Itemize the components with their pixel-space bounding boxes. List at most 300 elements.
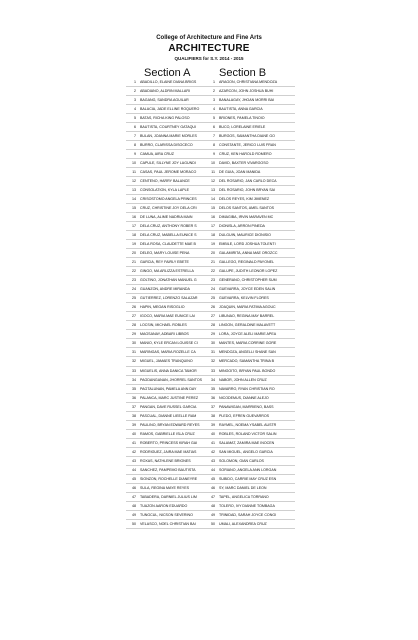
student-name: DIONISLA, ARRON PINEDA bbox=[219, 224, 265, 229]
row-number: 28 bbox=[132, 323, 136, 328]
row-number: 14 bbox=[211, 197, 215, 202]
list-item bbox=[126, 430, 216, 439]
row-number: 40 bbox=[132, 431, 136, 436]
student-name: ROXAS, NATHLENE BRIONES bbox=[140, 458, 191, 463]
student-name: GARCIA, REY FAIRLY EBETE bbox=[140, 260, 189, 265]
list-item bbox=[205, 339, 295, 348]
row-number: 31 bbox=[211, 350, 215, 355]
student-name: CRUZ, CHRISTINE JOY DELA CRI bbox=[140, 206, 197, 211]
student-name: MINGOITO, BRYAN PAUL BONDO bbox=[219, 368, 276, 373]
list-item bbox=[205, 222, 295, 231]
row-number: 3 bbox=[213, 98, 215, 103]
row-number: 8 bbox=[134, 143, 136, 148]
row-number: 37 bbox=[211, 404, 215, 409]
row-number: 21 bbox=[132, 260, 136, 265]
student-name: BANALAGAY, JHOAN MORRI BAI bbox=[219, 98, 274, 103]
row-number: 15 bbox=[211, 206, 215, 211]
row-number: 2 bbox=[213, 89, 215, 94]
list-item bbox=[205, 204, 295, 213]
row-number: 10 bbox=[211, 161, 215, 166]
list-item bbox=[205, 123, 295, 132]
list-item bbox=[126, 231, 216, 240]
row-number: 35 bbox=[132, 386, 136, 391]
row-number: 30 bbox=[132, 341, 136, 346]
list-item bbox=[126, 394, 216, 403]
row-number: 25 bbox=[211, 296, 215, 301]
list-item bbox=[126, 357, 216, 366]
list-item bbox=[126, 448, 216, 457]
list-item bbox=[205, 457, 295, 466]
row-number: 39 bbox=[211, 422, 215, 427]
row-number: 41 bbox=[132, 440, 136, 445]
qualifiers-subtitle: QUALIFIERS for S.Y. 2014 - 2015 bbox=[174, 56, 244, 61]
student-name: BAUTISTA, COURTNEY GATAQUI bbox=[140, 125, 196, 130]
list-item bbox=[205, 430, 295, 439]
student-name: VELASCO, NOEL CHRISTIAN BAI bbox=[140, 521, 196, 526]
row-number: 34 bbox=[132, 377, 136, 382]
list-item bbox=[205, 520, 295, 529]
row-number: 27 bbox=[211, 314, 215, 319]
row-number: 18 bbox=[132, 233, 136, 238]
list-item bbox=[205, 213, 295, 222]
row-number: 41 bbox=[211, 440, 215, 445]
list-item bbox=[205, 439, 295, 448]
row-number: 7 bbox=[134, 134, 136, 139]
student-name: SUBIDO, CARRIE MAY CRUZ ESN bbox=[219, 476, 277, 481]
student-name: SORIANO, ANGELA ANN LORGAN bbox=[219, 467, 277, 472]
student-name: LIBUNAO, REGINA MAY BARREL bbox=[219, 314, 275, 319]
row-number: 45 bbox=[211, 476, 215, 481]
list-item bbox=[126, 168, 216, 177]
row-number: 48 bbox=[132, 503, 136, 508]
list-item bbox=[205, 87, 295, 96]
student-name: MERCADO, SAMANTHA TRINA B bbox=[219, 359, 275, 364]
list-item bbox=[126, 204, 216, 213]
student-name: BULAN, JOANNA MARIE MORLES bbox=[140, 134, 197, 139]
row-number: 29 bbox=[132, 332, 136, 337]
list-item bbox=[205, 348, 295, 357]
list-item bbox=[126, 276, 216, 285]
student-name: BALACIA, JADE ELLINE ROQUERO bbox=[140, 107, 200, 112]
student-name: LINGON, GERALDINE MALAVETT bbox=[219, 323, 276, 328]
student-name: IGOCO, MARIA MAE EUNICE LAI bbox=[140, 314, 195, 319]
row-number: 23 bbox=[132, 278, 136, 283]
row-number: 50 bbox=[132, 521, 136, 526]
student-name: SIONZON, ROCHELLE DIANEYRE bbox=[140, 476, 198, 481]
list-item bbox=[126, 321, 216, 330]
student-name: PLEDO, EFREN GUEVARROS bbox=[219, 413, 270, 418]
row-number: 2 bbox=[134, 89, 136, 94]
student-name: PAULINO, BRYAN EDWARD REYES bbox=[140, 422, 200, 427]
list-item bbox=[126, 312, 216, 321]
row-number: 36 bbox=[211, 395, 215, 400]
list-item bbox=[205, 177, 295, 186]
row-number: 1 bbox=[213, 80, 215, 84]
row-number: 28 bbox=[211, 323, 215, 328]
student-name: TRINIDAD, SARAH JOYCE CONGI bbox=[219, 512, 277, 517]
row-number: 19 bbox=[211, 242, 215, 247]
row-number: 5 bbox=[134, 116, 136, 121]
student-name: BAUTISTA, ANNA GARCIA bbox=[219, 107, 263, 112]
row-number: 44 bbox=[211, 467, 215, 472]
student-name: CASAS, PAUL JEROME MORACO bbox=[140, 170, 197, 175]
list-item bbox=[126, 186, 216, 195]
student-name: NAVARRO, RYAN CHRISTIAN RO bbox=[219, 386, 275, 391]
row-number: 22 bbox=[132, 269, 136, 274]
row-number: 5 bbox=[213, 116, 215, 121]
row-number: 24 bbox=[132, 287, 136, 292]
row-number: 46 bbox=[211, 485, 215, 490]
list-item bbox=[126, 87, 216, 96]
list-item bbox=[126, 123, 216, 132]
student-name: ABADILLO, ELAINE DIANA BRIGS bbox=[140, 80, 197, 84]
list-item bbox=[126, 376, 216, 385]
student-name: CAPULE, SILLYNE JOY LAGUNDI bbox=[140, 161, 196, 166]
student-name: DELOS REYES, KIM JIMENEZ bbox=[219, 197, 270, 202]
row-number: 14 bbox=[132, 197, 136, 202]
row-number: 26 bbox=[132, 305, 136, 310]
list-item bbox=[126, 105, 216, 114]
student-name: DELA CRUZ, ANTHONY ROBER S bbox=[140, 224, 197, 229]
row-number: 42 bbox=[132, 449, 136, 454]
row-number: 16 bbox=[211, 215, 215, 220]
row-number: 23 bbox=[211, 278, 215, 283]
row-number: 13 bbox=[211, 188, 215, 193]
row-number: 38 bbox=[132, 413, 136, 418]
row-number: 6 bbox=[134, 125, 136, 130]
list-item bbox=[205, 475, 295, 484]
student-name: SULA, REGINA MAYE REYES bbox=[140, 485, 190, 490]
list-item bbox=[205, 285, 295, 294]
row-number: 4 bbox=[134, 107, 136, 112]
list-item bbox=[205, 330, 295, 339]
student-name: SOLOMON, GIAN CARLOS bbox=[219, 458, 264, 463]
student-name: GUEVARRA, JOYCE EDEN SALIN bbox=[219, 287, 276, 292]
student-name: MARINGAS, MARIA ROZELLE CA bbox=[140, 350, 196, 355]
list-item bbox=[126, 249, 216, 258]
row-number: 47 bbox=[132, 494, 136, 499]
student-name: TOLERO, IVY DIANNE TOMBAGA bbox=[219, 503, 275, 508]
list-item bbox=[126, 222, 216, 231]
list-item bbox=[205, 385, 295, 394]
student-name: GALAMIRITA, ANNA MAE OROZCC bbox=[219, 251, 278, 256]
list-item bbox=[126, 403, 216, 412]
student-name: BURGOS, SAMANTHA DIANE GO bbox=[219, 134, 275, 139]
list-item bbox=[205, 78, 295, 87]
list-item bbox=[205, 267, 295, 276]
list-item bbox=[126, 421, 216, 430]
list-item bbox=[126, 141, 216, 150]
student-name: SAN MIGUEL, ANGELO GARCIA bbox=[219, 449, 273, 454]
section-b-title: Section B bbox=[219, 67, 267, 79]
list-item bbox=[126, 367, 216, 376]
student-name: BURRO, CLARISSA DISOCECO bbox=[140, 143, 193, 148]
list-item bbox=[205, 312, 295, 321]
student-name: CRUZ, KEN HAROLD ROMERO bbox=[219, 152, 272, 157]
row-number: 11 bbox=[132, 170, 136, 175]
row-number: 8 bbox=[213, 143, 215, 148]
list-item bbox=[205, 141, 295, 150]
student-name: CRISOSTOMO ANGELA PRINCES bbox=[140, 197, 197, 202]
list-item bbox=[126, 195, 216, 204]
list-item bbox=[126, 385, 216, 394]
row-number: 16 bbox=[132, 215, 136, 220]
student-name: PAGTALUNAN, PAMELA ANN DAY bbox=[140, 386, 197, 391]
row-number: 12 bbox=[132, 179, 136, 184]
list-item bbox=[205, 412, 295, 421]
row-number: 25 bbox=[132, 296, 136, 301]
row-number: 19 bbox=[132, 242, 136, 247]
list-item bbox=[205, 159, 295, 168]
list-item bbox=[126, 339, 216, 348]
list-item bbox=[126, 303, 216, 312]
student-name: ABADIANO, ALDRIN MALLARI bbox=[140, 89, 190, 94]
row-number: 48 bbox=[211, 503, 215, 508]
list-item bbox=[205, 367, 295, 376]
list-item bbox=[205, 394, 295, 403]
list-item bbox=[126, 285, 216, 294]
list-item bbox=[126, 439, 216, 448]
row-number: 20 bbox=[132, 251, 136, 256]
list-item bbox=[126, 511, 216, 520]
row-number: 9 bbox=[134, 152, 136, 157]
row-number: 11 bbox=[211, 170, 215, 175]
row-number: 43 bbox=[132, 458, 136, 463]
row-number: 18 bbox=[211, 233, 215, 238]
student-name: GALLEGO, REGINALD PAYONEL bbox=[219, 260, 274, 265]
list-item bbox=[126, 213, 216, 222]
list-item bbox=[126, 520, 216, 529]
list-item bbox=[205, 249, 295, 258]
row-number: 3 bbox=[134, 98, 136, 103]
list-item bbox=[205, 493, 295, 502]
list-item bbox=[205, 150, 295, 159]
student-name: MENDOZA, ANGELLI SHANE SAN bbox=[219, 350, 276, 355]
student-name: TABADERA, DARNIEL JULIUS LIM bbox=[140, 494, 197, 499]
row-number: 36 bbox=[132, 395, 136, 400]
row-number: 49 bbox=[132, 512, 136, 517]
student-name: MIGUEL, JAMAES TRANQUINO bbox=[140, 359, 193, 364]
student-name: ARAGON, CHRISTIANA MENDOZA bbox=[219, 80, 278, 84]
row-number: 37 bbox=[132, 404, 136, 409]
student-name: MANTES, MARIA CORRINE GORE bbox=[219, 341, 277, 346]
row-number: 32 bbox=[211, 359, 215, 364]
student-name: TAPEL, ANGELICA TORRANO bbox=[219, 494, 269, 499]
row-number: 21 bbox=[211, 260, 215, 265]
list-item bbox=[205, 240, 295, 249]
list-item bbox=[205, 258, 295, 267]
student-name: ROBERTO, PRINCESS KIRAH GAI bbox=[140, 440, 198, 445]
row-number: 1 bbox=[134, 80, 136, 84]
list-item bbox=[205, 96, 295, 105]
row-number: 32 bbox=[132, 359, 136, 364]
list-item bbox=[205, 276, 295, 285]
student-name: RODRIGUEZ, JAIRA MAE MATIAS bbox=[140, 449, 197, 454]
student-name: DAVID, BAXTER VIVARGOSO bbox=[219, 161, 269, 166]
list-item bbox=[205, 466, 295, 475]
list-item bbox=[205, 403, 295, 412]
section-a-title: Section A bbox=[144, 67, 191, 79]
list-item bbox=[126, 96, 216, 105]
list-item bbox=[126, 114, 216, 123]
department-title: ARCHITECTURE bbox=[168, 43, 250, 54]
row-number: 22 bbox=[211, 269, 215, 274]
student-name: BUCO, LORELAINE ERIELE bbox=[219, 125, 266, 130]
student-name: RAYMEL, NOEMA YSABEL AUSTR bbox=[219, 422, 277, 427]
list-item bbox=[205, 511, 295, 520]
list-item bbox=[205, 132, 295, 141]
student-name: DEL ROSARIO, JAN CARLO DECA bbox=[219, 179, 277, 184]
student-name: GOLTINO, JONATHAN MANUEL G bbox=[140, 278, 197, 283]
row-number: 50 bbox=[211, 521, 215, 526]
student-name: GUEVARRA, KELVIN FLORES bbox=[219, 296, 269, 301]
list-item bbox=[205, 168, 295, 177]
student-name: DELA CRUZ, MABELLA EUNICE S bbox=[140, 233, 197, 238]
student-name: HAPIN, MEGAN RISOGLIO bbox=[140, 305, 185, 310]
list-item bbox=[126, 132, 216, 141]
student-name: NABOR, JOHN ALLEN CRUZ bbox=[219, 377, 267, 382]
student-name: SANCHEZ, PAMPEMO BAUTISTA bbox=[140, 467, 196, 472]
list-item bbox=[205, 421, 295, 430]
row-number: 42 bbox=[211, 449, 215, 454]
row-number: 45 bbox=[132, 476, 136, 481]
list-item bbox=[205, 186, 295, 195]
row-number: 33 bbox=[132, 368, 136, 373]
student-name: CONSTANTE, JERICO LUIS FRAN bbox=[219, 143, 276, 148]
row-number: 4 bbox=[213, 107, 215, 112]
student-name: JOAQUIN, MARIA FATIMA AGOUC bbox=[219, 305, 276, 310]
student-name: BRIONES, PAMELA TINOIO bbox=[219, 116, 265, 121]
row-number: 46 bbox=[132, 485, 136, 490]
student-name: EMBILE, LORD JOSHUA TOLENTI bbox=[219, 242, 276, 247]
list-item bbox=[205, 105, 295, 114]
row-number: 30 bbox=[211, 341, 215, 346]
list-item bbox=[205, 376, 295, 385]
college-name: College of Architecture and Fine Arts bbox=[156, 35, 262, 41]
student-name: PASCUAL, DIANNE LIEELLE RAM bbox=[140, 413, 197, 418]
list-item bbox=[126, 258, 216, 267]
row-number: 26 bbox=[211, 305, 215, 310]
row-number: 29 bbox=[211, 332, 215, 337]
row-number: 24 bbox=[211, 287, 215, 292]
student-name: SALAMAT, ZAMIRA MAE INOCEN bbox=[219, 440, 275, 445]
row-number: 27 bbox=[132, 314, 136, 319]
student-name: GALUPE, JUDITH LEONOR LOPEZ bbox=[219, 269, 278, 274]
list-item bbox=[205, 448, 295, 457]
student-name: GENERANO, CHRISTOPHER SUM bbox=[219, 278, 277, 283]
row-number: 33 bbox=[211, 368, 215, 373]
list-item bbox=[126, 484, 216, 493]
student-name: DELA ROSA, CLAUDETTE MAE B bbox=[140, 242, 196, 247]
list-item bbox=[205, 303, 295, 312]
list-item bbox=[205, 195, 295, 204]
student-name: DULGUIN, MAURICE DIONISIO bbox=[219, 233, 271, 238]
student-name: LORA, JOYCE ALELI MARIE APEA bbox=[219, 332, 277, 337]
row-number: 34 bbox=[211, 377, 215, 382]
list-item bbox=[126, 240, 216, 249]
student-name: AZARCON, JOHN JOSHUA BUHI bbox=[219, 89, 274, 94]
student-name: DELEO, MARY LOUISE PENA bbox=[140, 251, 190, 256]
student-name: DEL ROSARIO, JOHN BRYAN SAI bbox=[219, 188, 276, 193]
list-item bbox=[126, 330, 216, 339]
student-name: BATAS, RICHA KING PALOSO bbox=[140, 116, 190, 121]
list-item bbox=[126, 502, 216, 511]
list-item bbox=[205, 484, 295, 493]
row-number: 20 bbox=[211, 251, 215, 256]
student-name: PANAWIGAN, MARRIENO, BASS bbox=[219, 404, 274, 409]
list-item bbox=[126, 78, 216, 87]
list-item bbox=[205, 231, 295, 240]
row-number: 13 bbox=[132, 188, 136, 193]
student-name: MAGSANAY, ADBARI LIBBOS bbox=[140, 332, 189, 337]
student-name: GINGO, MA ARLIZZA ESTRELLA bbox=[140, 269, 194, 274]
student-name: RAMOS, GABRIELLE ISLA CRUZ bbox=[140, 431, 195, 436]
row-number: 49 bbox=[211, 512, 215, 517]
row-number: 6 bbox=[213, 125, 215, 130]
row-number: 44 bbox=[132, 467, 136, 472]
student-name: PALANCA, MARC JUSTINE PEREZ bbox=[140, 395, 199, 400]
student-name: DE LUNA, ALIME NADRIA MAIN bbox=[140, 215, 193, 220]
student-name: MANIO, KYLE ERCAN LOUISSE CI bbox=[140, 341, 198, 346]
student-name: TUAZON AARON EDUARDO bbox=[140, 503, 188, 508]
row-number: 7 bbox=[213, 134, 215, 139]
list-item bbox=[126, 466, 216, 475]
row-number: 35 bbox=[211, 386, 215, 391]
row-number: 31 bbox=[132, 350, 136, 355]
student-name: MIGUELIS, ANNA DANICA TAMOR bbox=[140, 368, 197, 373]
student-name: CENTENO, HARRY BALANCE bbox=[140, 179, 190, 184]
student-name: DE GUIA, JOAN MANIDA bbox=[219, 170, 261, 175]
student-name: GUTIERREZ, LORENZO SALAZAR bbox=[140, 296, 198, 301]
list-item bbox=[126, 150, 216, 159]
student-name: TUNGCUL, NICSON SEVERINO bbox=[140, 512, 193, 517]
list-item bbox=[126, 457, 216, 466]
student-name: LOCSIN, MICHAEL ROBLES bbox=[140, 323, 187, 328]
student-name: PAGDANGANAN, JHORREL SANTOS bbox=[140, 377, 203, 382]
row-number: 39 bbox=[132, 422, 136, 427]
student-name: PANGAN, DAVE RUSSEL GARCIA bbox=[140, 404, 197, 409]
section-a-list bbox=[126, 78, 216, 529]
row-number: 10 bbox=[132, 161, 136, 166]
student-name: BAGANG, SANDRA AGUILAR bbox=[140, 98, 189, 103]
list-item bbox=[205, 294, 295, 303]
student-name: DELOS SANTOS, AMEL SANTOS bbox=[219, 206, 275, 211]
list-item bbox=[126, 159, 216, 168]
list-item bbox=[205, 502, 295, 511]
list-item bbox=[126, 294, 216, 303]
section-b-list bbox=[205, 78, 295, 529]
list-item bbox=[126, 493, 216, 502]
row-number: 38 bbox=[211, 413, 215, 418]
row-number: 9 bbox=[213, 152, 215, 157]
list-item bbox=[126, 475, 216, 484]
student-name: UMALI, ALEXANDREA CRUZ bbox=[219, 521, 267, 526]
list-item bbox=[205, 114, 295, 123]
student-name: GUANZON, ANDRE MIRANDA bbox=[140, 287, 190, 292]
row-number: 15 bbox=[132, 206, 136, 211]
list-item bbox=[205, 357, 295, 366]
list-item bbox=[205, 321, 295, 330]
list-item bbox=[126, 177, 216, 186]
row-number: 40 bbox=[211, 431, 215, 436]
row-number: 47 bbox=[211, 494, 215, 499]
student-name: DIMAGIBA, IRVIN MARAVEN MC bbox=[219, 215, 274, 220]
student-name: CAMUA, AIRA CRUZ bbox=[140, 152, 174, 157]
row-number: 17 bbox=[211, 224, 215, 229]
row-number: 43 bbox=[211, 458, 215, 463]
list-item bbox=[126, 267, 216, 276]
list-item bbox=[126, 412, 216, 421]
